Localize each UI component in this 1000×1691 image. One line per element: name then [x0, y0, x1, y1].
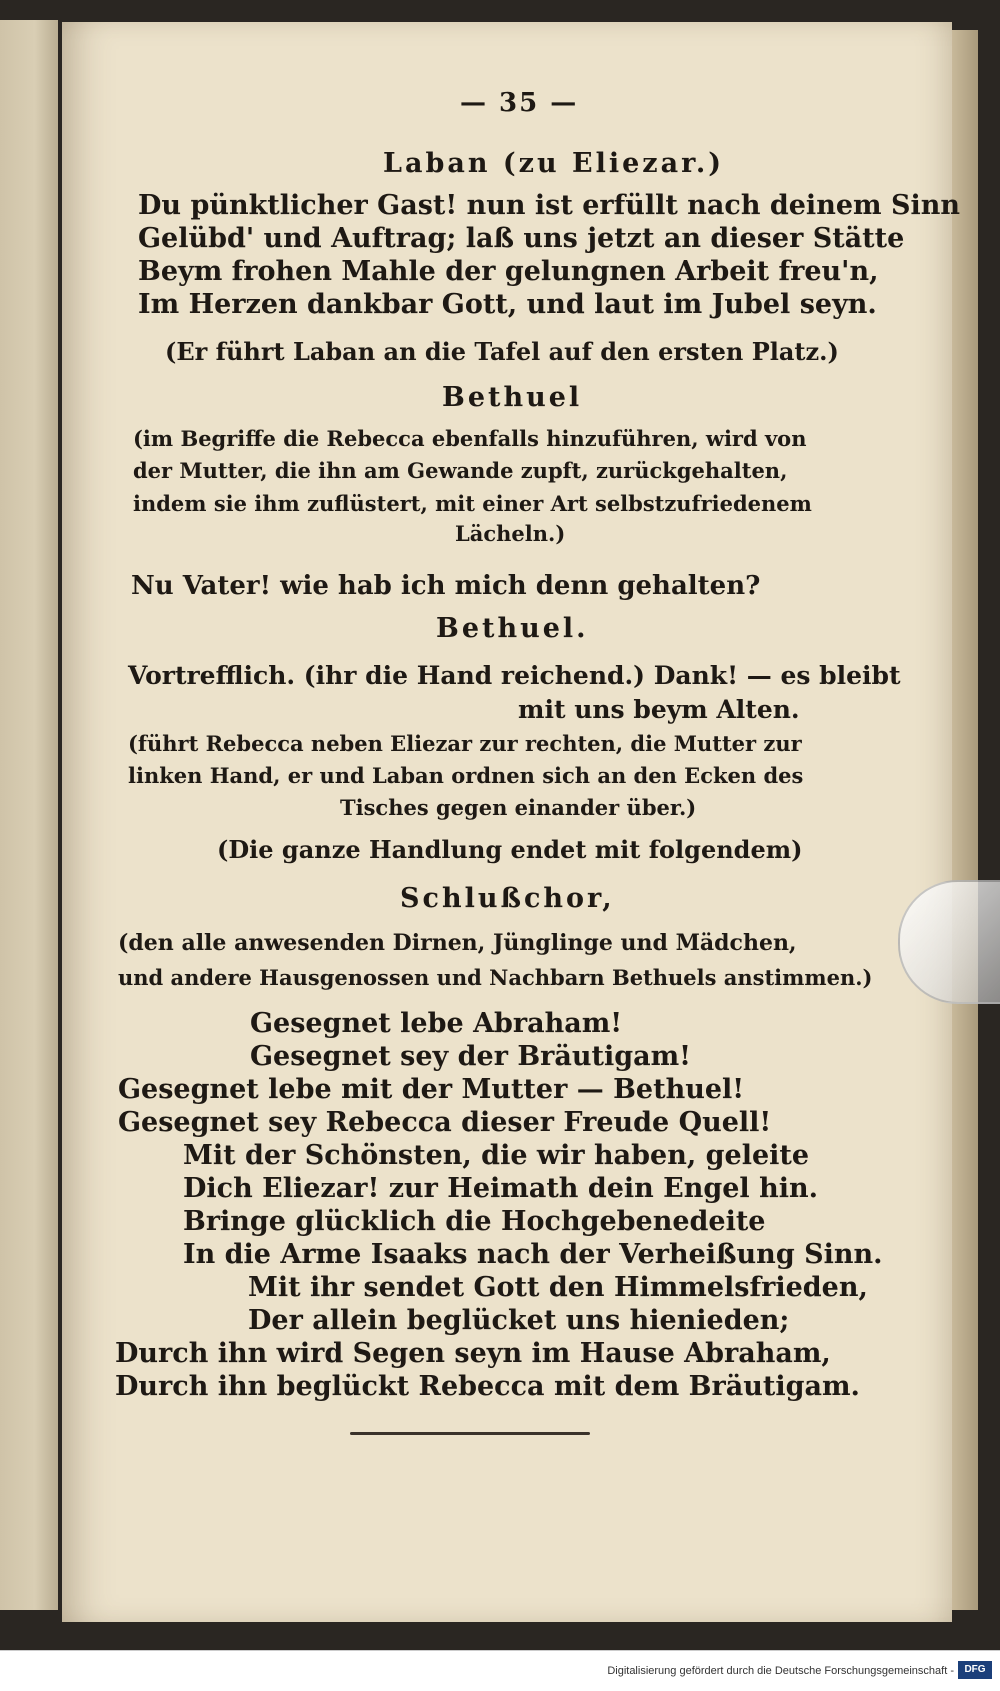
- stage-direction: (führt Rebecca neben Eliezar zur rechten, die Mutter zur: [128, 731, 802, 756]
- speaker-laban: Laban (zu Eliezar.): [383, 148, 725, 179]
- footer-bar: [0, 1650, 1000, 1691]
- chorus-line: Bringe glücklich die Hochgebenedeite: [183, 1206, 766, 1237]
- chorus-line: Gesegnet lebe Abraham!: [250, 1008, 623, 1039]
- stage-direction: (im Begriffe die Rebecca ebenfalls hinzuführen, wird von: [133, 426, 807, 451]
- chorus-line: Durch ihn wird Segen seyn im Hause Abraham,: [115, 1338, 831, 1369]
- stage-direction: indem sie ihm zuflüstert, mit einer Art selbstzufriedenem: [133, 491, 812, 516]
- speaker-bethuel: Bethuel: [442, 382, 583, 413]
- verse-line: Beym frohen Mahle der gelungnen Arbeit freu'n,: [138, 256, 879, 287]
- chorus-line: Mit der Schönsten, die wir haben, geleite: [183, 1140, 810, 1171]
- stage-direction: (den alle anwesenden Dirnen, Jünglinge und Mädchen,: [118, 930, 797, 956]
- speaker-bethuel: Bethuel.: [436, 613, 589, 644]
- facing-page-edge: [0, 20, 58, 1610]
- chorus-line: Gesegnet sey der Bräutigam!: [250, 1041, 692, 1072]
- verse-line: Vortrefflich. (ihr die Hand reichend.) Dank! — es bleibt: [128, 661, 901, 690]
- chorus-line: In die Arme Isaaks nach der Verheißung Sinn.: [183, 1239, 883, 1270]
- verse-line: Nu Vater! wie hab ich mich denn gehalten?: [131, 571, 761, 601]
- chorus-line: Gesegnet lebe mit der Mutter — Bethuel!: [118, 1074, 745, 1105]
- page-number: — 35 —: [460, 88, 579, 118]
- verse-line: Im Herzen dankbar Gott, und laut im Jubel seyn.: [138, 289, 877, 320]
- end-rule: [350, 1432, 590, 1435]
- chorus-line: Der allein beglücket uns hienieden;: [248, 1305, 790, 1336]
- verse-line: Gelübd' und Auftrag; laß uns jetzt an dieser Stätte: [138, 223, 905, 254]
- stage-direction: Tisches gegen einander über.): [340, 795, 697, 820]
- chorus-line: Durch ihn beglückt Rebecca mit dem Bräutigam.: [115, 1371, 860, 1402]
- chorus-line: Gesegnet sey Rebecca dieser Freude Quell!: [118, 1107, 772, 1138]
- stage-direction: der Mutter, die ihn am Gewande zupft, zurückgehalten,: [133, 458, 788, 483]
- stage-direction: (Er führt Laban an die Tafel auf den ersten Platz.): [165, 337, 839, 366]
- chorus-line: Mit ihr sendet Gott den Himmelsfrieden,: [248, 1272, 868, 1303]
- dfg-logo: DFG: [958, 1661, 992, 1679]
- funding-credit: Digitalisierung gefördert durch die Deutsche Forschungsgemeinschaft -: [607, 1665, 954, 1677]
- stage-direction: Lächeln.): [455, 521, 566, 546]
- chorus-title: Schlußchor,: [400, 883, 615, 914]
- verse-line: mit uns beym Alten.: [518, 695, 800, 724]
- stage-direction: (Die ganze Handlung endet mit folgendem): [217, 835, 803, 864]
- stage-direction: linken Hand, er und Laban ordnen sich an den Ecken des: [128, 763, 804, 788]
- chorus-line: Dich Eliezar! zur Heimath dein Engel hin.: [183, 1173, 819, 1204]
- verse-line: Du pünktlicher Gast! nun ist erfüllt nach deinem Sinn: [138, 190, 960, 221]
- stage-direction: und andere Hausgenossen und Nachbarn Bethuels anstimmen.): [118, 965, 873, 990]
